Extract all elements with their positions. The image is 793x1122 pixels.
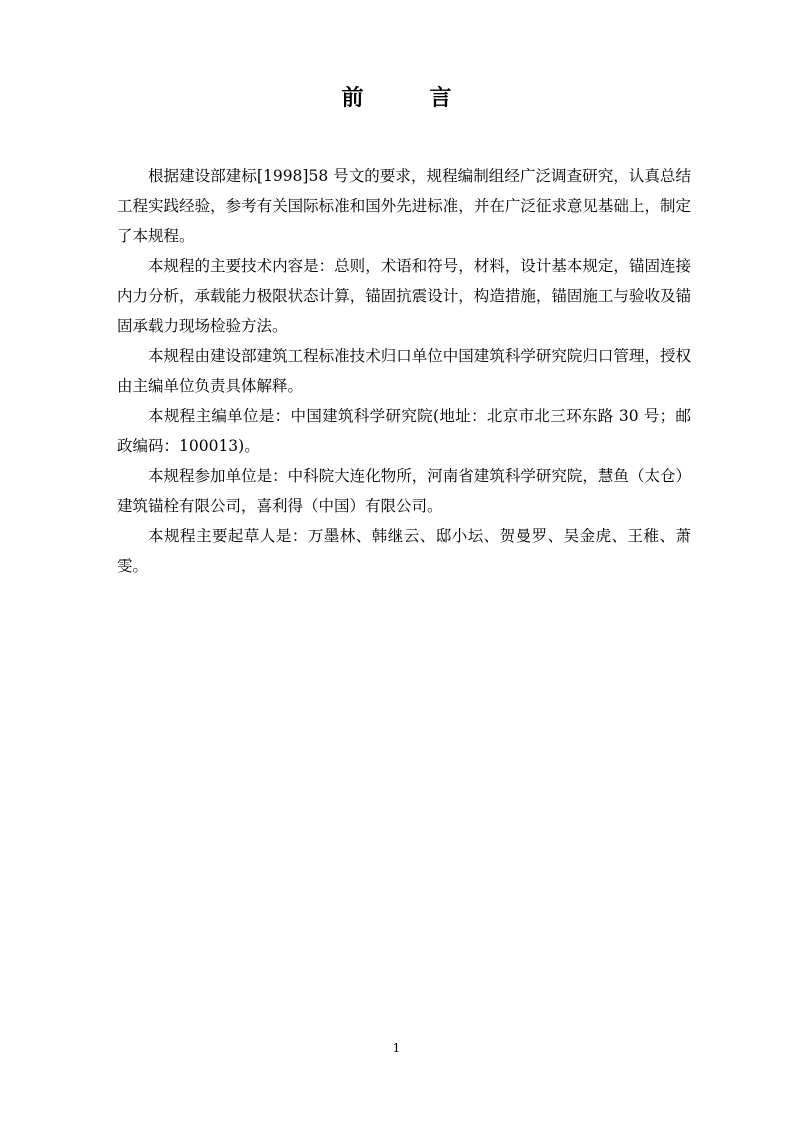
paragraph-participants: 本规程参加单位是：中科院大连化物所，河南省建筑科学研究院，慧鱼（太仓）建筑锚栓有限公司，喜利得（中国）有限公司。 <box>117 467 691 515</box>
page-number: 1 <box>392 1041 401 1055</box>
paragraph-management: 本规程由建设部建筑工程标准技术归口单位中国建筑科学研究院归口管理，授权由主编单位负责具体解释。 <box>117 347 691 395</box>
paragraph-technical-content: 本规程的主要技术内容是：总则，术语和符号，材料，设计基本规定，锚固连接内力分析，承载能力极限状态计算，锚固抗震设计，构造措施，锚固施工与验收及锚固承载力现场检验方法。 <box>117 257 691 335</box>
body-text <box>117 161 691 581</box>
paragraph-chief-editor: 本规程主编单位是：中国建筑科学研究院(地址：北京市北三环东路 30 号；邮政编码：100013)。 <box>117 407 691 455</box>
paragraph-drafters: 本规程主要起草人是：万墨林、韩继云、邸小坛、贺曼罗、吴金虎、王稚、萧雯。 <box>117 527 691 575</box>
paragraph-basis: 根据建设部建标[1998]58 号文的要求，规程编制组经广泛调查研究，认真总结工程实践经验，参考有关国际标准和国外先进标准，并在广泛征求意见基础上，制定了本规程。 <box>117 167 691 245</box>
page-title: 前言 <box>341 85 518 111</box>
